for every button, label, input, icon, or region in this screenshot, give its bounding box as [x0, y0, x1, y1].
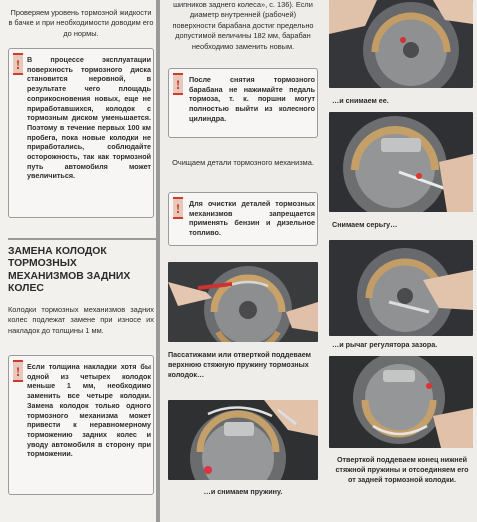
- photo-brake-mechanism-pliers: [168, 262, 318, 342]
- continued-paragraph: шипников заднего колеса», с. 136). Если диаметр внутренней (рабочей) поверхности барабана достиг предельно допустимой величины 182 мм, барабан необходимо заменить новым.: [172, 0, 314, 51]
- photo-removing-part: [329, 0, 473, 88]
- section-divider: [8, 238, 156, 240]
- cleaning-paragraph: Очищаем детали тормозного механизма.: [172, 158, 314, 167]
- warning-text: Если толщина накладки хотя бы одной из четырех колодок меньше 1 мм, необходимо заменить все четыре колодки. Замена колодок только одного тормозного механизма может привести к неравномерному торможению задних колес и уводу автомобиля в сторону при торможении.: [27, 362, 151, 459]
- warning-box-no-petrol: [168, 192, 318, 246]
- warning-box-pad-thickness: [8, 355, 154, 495]
- photo-removing-spring: [168, 400, 318, 480]
- photo-caption-remove-it: …и снимаем ее.: [332, 96, 389, 105]
- photo-adjuster-lever: [329, 240, 473, 336]
- photo-lower-spring: [329, 356, 473, 448]
- section-body-text: Колодки тормозных механизмов задних колес подлежат замене при износе их накладок до толщины 1 мм.: [8, 305, 154, 335]
- photo-caption-adjuster-lever: …и рычаг регулятора зазора.: [332, 340, 438, 349]
- warning-icon: !: [13, 360, 23, 382]
- photo-caption-pliers: Пассатижами или отверткой поддеваем верхнюю стяжную пружину тормозных колодок…: [168, 350, 311, 379]
- warning-icon: !: [173, 73, 183, 95]
- warning-icon: !: [173, 197, 183, 219]
- photo-caption-lower-spring: Отверткой поддеваем конец нижней стяжной пружины и отсоединяем его от задней тормозной колодки.: [335, 455, 469, 484]
- warning-icon: !: [13, 53, 23, 75]
- warning-text: После снятия тормозного барабана не нажимайте педаль тормоза, т. к. поршни могут полностью выйти из колесного цилиндра.: [189, 75, 315, 123]
- warning-text: Для очистки деталей тормозных механизмов запрещается применять бензин и дизельное топливо.: [189, 199, 315, 238]
- warning-text: В процессе эксплуатации поверхность тормозного диска становится неровной, в результате чего площадь соприкосновения новых, еще не приработавшихся, колодок с тормозным диском уменьшается. Поэтому в течение первых 100 км пробега, пока новые колодки не приработались, соблюдайте осторожность, так как тормозной путь автомобиля может увеличиться.: [27, 55, 151, 181]
- photo-caption-remove-link: Снимаем серьгу…: [332, 220, 398, 229]
- warning-box-brake-disc: [8, 48, 154, 218]
- column-separator-bar: [156, 0, 160, 522]
- photo-caption-remove-spring: …и снимаем пружину.: [203, 487, 283, 496]
- photo-removing-link: [329, 112, 473, 212]
- warning-box-brake-pedal: [168, 68, 318, 138]
- intro-paragraph: Проверяем уровень тормозной жидкости в бачке и при необходимости доводим его до нормы.: [8, 8, 154, 38]
- section-title: ЗАМЕНА КОЛОДОК ТОРМОЗНЫХ МЕХАНИЗМОВ ЗАДНИХ КОЛЕС: [8, 246, 131, 295]
